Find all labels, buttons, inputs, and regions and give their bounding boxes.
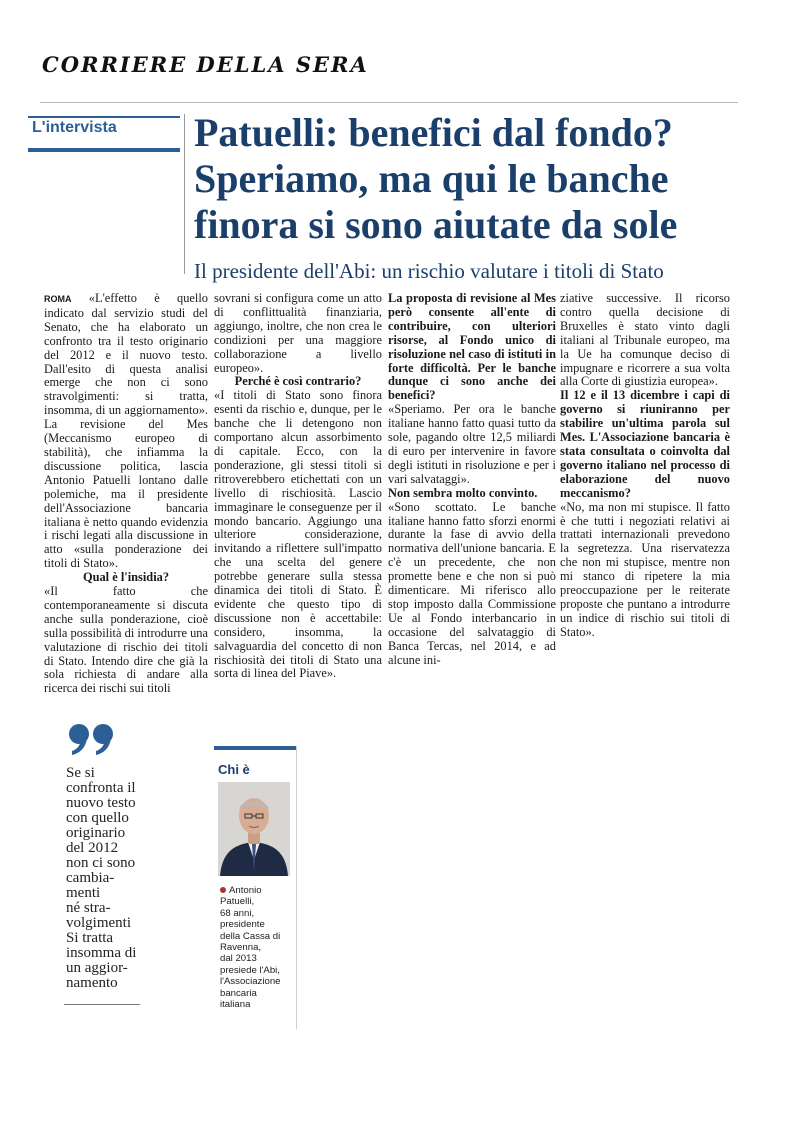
pullquote <box>66 766 146 991</box>
pullquote-line: volgimenti <box>66 915 131 931</box>
bio-line: dal 2013 <box>220 953 257 965</box>
article-paragraph: ziative successive. Il ricorso contro quella decisione di Bruxelles è stato vinto dagli italiani al Tribunale europeo, ma la Ue ha comunque deciso di impugnare e ricorrere a sua volta alla Corte di giustizia europea». <box>560 291 730 389</box>
bio-line: Patuelli, <box>220 896 255 908</box>
pullquote-line: menti <box>66 885 101 901</box>
pullquote-line: Se si <box>66 765 95 781</box>
article-column-1 <box>44 292 208 696</box>
pullquote-line: Si tratta <box>66 930 114 946</box>
headline-line-3: finora si sono aiutate da sole <box>194 202 678 247</box>
bio-line: della Cassa di <box>220 930 281 942</box>
headline-line-2: Speriamo, ma qui le banche <box>194 156 669 201</box>
pullquote-line: un aggior- <box>66 960 128 976</box>
pullquote-line: non ci sono <box>66 855 136 871</box>
bio-line: l'Associazione <box>220 976 281 988</box>
dateline: ROMA <box>44 294 72 304</box>
headline <box>194 110 714 248</box>
interview-question: La proposta di revisione al Mes però consente all'ente di contribuire, con ulteriori risorse, al Fondo unico di risoluzione nel caso di istituti in forte difficoltà. Per le banche dunque ci sono anche dei benefici? <box>388 291 556 403</box>
quote-icon <box>68 722 116 760</box>
interview-question: Perché è così contrario? <box>234 374 362 389</box>
bio-line: bancaria <box>220 987 257 999</box>
masthead: CORRIERE DELLA SERA <box>42 52 369 77</box>
pullquote-line: del 2012 <box>66 840 119 856</box>
article-paragraph: «No, ma non mi stupisce. Il fatto è che tutti i negoziati relativi ai trattati internazionali prevedono la segretezza. Una riservatezza che non mi stupisce, mentre non mi stanco di ripetere la mia preoccupazione per le reiterate proposte che puntano a introdurre un indice di rischio sui titoli di Stato». <box>560 499 730 639</box>
article-column-3 <box>388 292 556 667</box>
pullquote-line: confronta il <box>66 780 136 796</box>
pullquote-line: namento <box>66 975 118 991</box>
bio-line: Ravenna, <box>220 942 262 954</box>
subheadline: Il presidente dell'Abi: un rischio valutare i titoli di Stato <box>194 259 664 283</box>
paragraph-text: «L'effetto è quello indicato dal servizio studi del Senato, che ha elaborato un confronto tra il testo originario del 2012 e il nuovo testo. Dall'esito di questa analisi emerge che non ci sono stravolgimenti: si tratta, insomma, di un aggiornamento». La revisione del Mes (Meccanismo europeo di stabilità), che infiamma la discussione politica, lascia Antonio Patuelli lontano dalle polemiche, ma il presidente dell'Associazione bancaria italiana è netto quando evidenzia i rischi legati alla discussione in atto «sulla ponderazione dei titoli di Stato». <box>44 291 208 571</box>
bio-line: 68 anni, <box>220 907 255 919</box>
headline-line-1: Patuelli: benefici dal fondo? <box>194 110 673 155</box>
pullquote-line: nuovo testo <box>66 795 136 811</box>
article-column-2 <box>214 292 382 681</box>
bio-title: Chi è <box>218 762 250 777</box>
bio-line: italiana <box>220 999 251 1011</box>
article-paragraph: «Il fatto che contemporaneamente si discuta anche sulla ponderazione, cioè sulla possibilità di introdurre una valutazione di rischio dei titoli di Stato. Intendo dire che già la sola richiesta di andare alla ricerca dei rischi sui titoli <box>44 584 208 696</box>
pullquote-line: cambia- <box>66 870 115 886</box>
section-label: L'intervista <box>32 119 117 136</box>
portrait-photo <box>218 782 290 876</box>
article-paragraph <box>44 292 208 571</box>
pullquote-rule <box>64 1004 140 1005</box>
article-column-4 <box>560 292 730 640</box>
bio-box-bar <box>214 746 296 750</box>
bio-line: presiede l'Abi, <box>220 964 280 976</box>
pullquote-line: con quello <box>66 810 129 826</box>
article-paragraph: «Sono scottato. Le banche italiane hanno fatto sforzi enormi durante la fase di avvio della normativa dell'unione bancaria. E c'è un precedente, che non promette bene e che non si può dimenticare. Mi riferisco allo stop imposto dalla Commissione Ue al Fondo interbancario in occasione del salvataggio di Banca Tercas, nel 2014, e ad alcune ini- <box>388 499 556 667</box>
pullquote-line: originario <box>66 825 126 841</box>
pullquote-line: né stra- <box>66 900 111 916</box>
bio-line: presidente <box>220 919 265 931</box>
bio-line <box>220 885 298 896</box>
article-paragraph: «Speriamo. Per ora le banche italiane hanno fatto quasi tutto da sole, pagando oltre 12,5 miliardi di euro per intervenire in favore degli istituti in risoluzione e per i vari salvataggi». <box>388 402 556 486</box>
article-paragraph: «I titoli di Stato sono finora esenti da rischio e, dunque, per le banche che li detengono non comportano alcun assorbimento di capitale. Ecco, con la ponderazione, gli stessi titoli si ritroverebbero etichettati con un livello di rischiosità. Lascio immaginare le conseguenze per il mondo bancario. Aggiungo una ulteriore considerazione, invitando a riflettere sull'impatto che una scelta del genere potrebbe generare sulla stessa dinamica dei titoli di Stato. È evidente che questo tipo di discussione non è accettabile: considero, insomma, la salvaguardia del concetto di non rischiosità dei titoli di Stato una sorta di linea del Piave». <box>214 388 382 681</box>
article-paragraph: sovrani si configura come un atto di conflittualità finanziaria, aggiungo, inoltre, che non crea le condizioni per una maggiore collaborazione a livello europeo». <box>214 291 382 375</box>
pullquote-line: insomma di <box>66 945 137 961</box>
masthead-rule <box>40 102 738 103</box>
headline-divider <box>184 114 185 274</box>
interview-question: Qual è l'insidia? <box>82 570 170 585</box>
bio-text <box>220 885 298 1010</box>
interview-question: Non sembra molto convinto. <box>388 485 538 500</box>
interview-question: Il 12 e il 13 dicembre i capi di governo si riuniranno per stabilire un'ultima parola sul Mes. L'Associazione bancaria è stata consultata o coinvolta dal governo italiano nel processo di elaborazione del nuovo meccanismo? <box>560 388 730 500</box>
bio-line-text: Antonio <box>229 885 262 896</box>
bullet-icon <box>220 887 226 893</box>
